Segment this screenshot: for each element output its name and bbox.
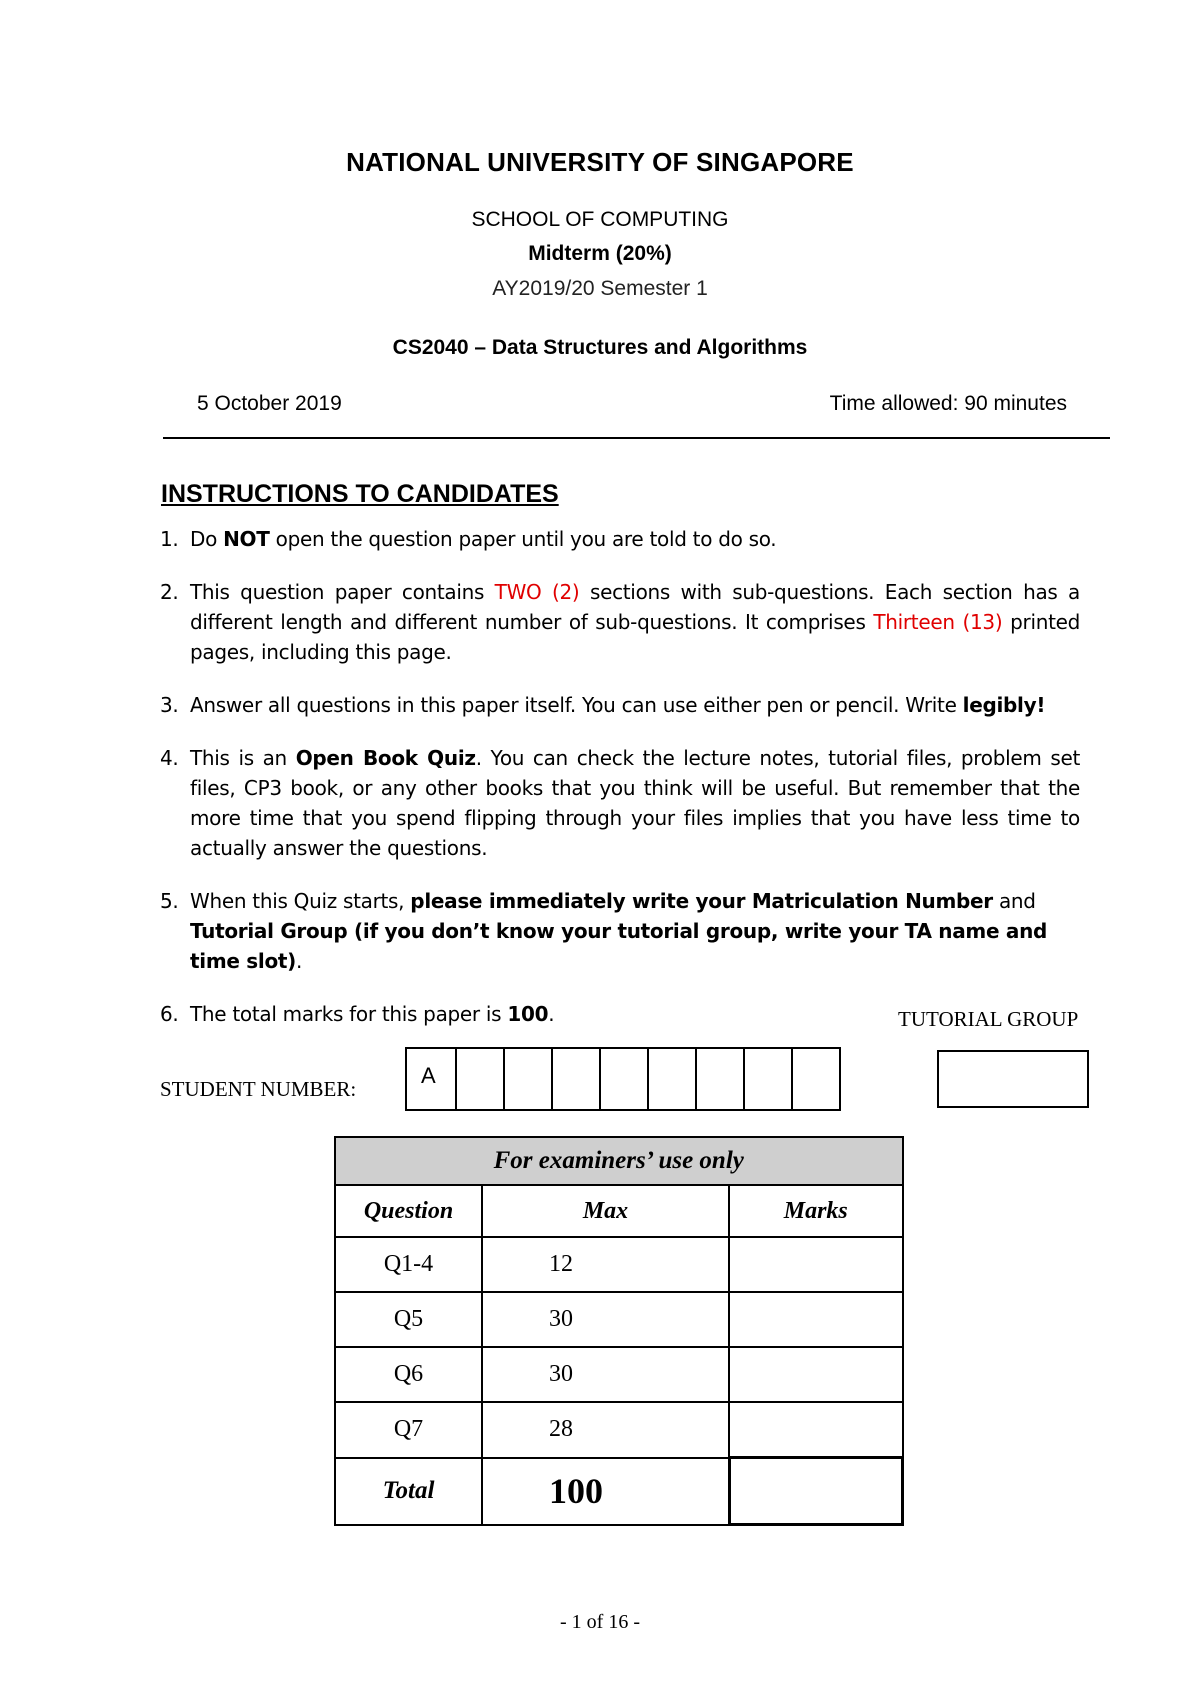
student-number-digit-box[interactable]: [551, 1049, 599, 1109]
question-cell: Q6: [335, 1347, 482, 1402]
total-label: Total: [335, 1458, 482, 1525]
question-cell: Q5: [335, 1292, 482, 1347]
instruction-text: .: [548, 1002, 555, 1026]
instruction-item: [160, 524, 1080, 554]
column-header-marks: Marks: [729, 1185, 903, 1237]
instruction-text: open the question paper until you are told to do so.: [269, 527, 777, 551]
marks-cell[interactable]: [729, 1402, 903, 1458]
instruction-item: [160, 886, 1080, 976]
page-number: - 1 of 16 -: [560, 1611, 640, 1633]
exam-date: 5 October 2019: [197, 392, 342, 415]
column-header-question: Question: [335, 1185, 482, 1237]
examiner-table: [334, 1136, 904, 1526]
instruction-text: printed pages, including this page.: [190, 610, 1081, 664]
item-number: 1.: [160, 527, 179, 551]
instructions-title: INSTRUCTIONS TO CANDIDATES: [161, 480, 559, 508]
school-name: SCHOOL OF COMPUTING: [471, 208, 729, 231]
question-cell: Q7: [335, 1402, 482, 1458]
item-number: 2.: [160, 580, 179, 604]
instruction-bold: 100: [507, 1002, 549, 1026]
item-number: 5.: [160, 889, 179, 913]
student-number-label: STUDENT NUMBER:: [160, 1077, 357, 1101]
instruction-text: sections with sub-questions. Each section has a different length and different number of sub-questions. It comprises: [190, 580, 1080, 634]
student-number-digit-box[interactable]: [647, 1049, 695, 1109]
university-title: NATIONAL UNIVERSITY OF SINGAPORE: [346, 147, 854, 177]
instruction-bold: legibly!: [962, 693, 1046, 717]
instruction-text: This is an: [190, 746, 296, 770]
student-number-digit-box[interactable]: [791, 1049, 839, 1109]
student-number-digit-box[interactable]: [743, 1049, 791, 1109]
column-header-max: Max: [482, 1185, 729, 1237]
max-cell: 12: [482, 1237, 729, 1292]
marks-cell[interactable]: [729, 1347, 903, 1402]
marks-cell[interactable]: [729, 1292, 903, 1347]
marks-cell[interactable]: [729, 1237, 903, 1292]
question-cell: Q1-4: [335, 1237, 482, 1292]
examiner-caption: For examiners’ use only: [335, 1137, 903, 1185]
item-number: 6.: [160, 1002, 179, 1026]
table-row: [335, 1237, 903, 1292]
tutorial-group-box[interactable]: [937, 1050, 1089, 1108]
instruction-text: . You can check the lecture notes, tutorial files, problem set files, CP3 book, or any other books that you think will be useful. But remember that the more time that you spend flipping through your files implies that you have less time to actually answer the questions.: [190, 746, 1081, 860]
instruction-text: When this Quiz starts,: [190, 889, 411, 913]
student-number-digit-box[interactable]: [503, 1049, 551, 1109]
instruction-highlight: Thirteen (13): [873, 610, 1003, 634]
instructions-list: [160, 524, 1080, 1052]
table-row: [335, 1347, 903, 1402]
item-number: 4.: [160, 746, 179, 770]
student-number-grid: [405, 1047, 841, 1111]
table-row: [335, 1292, 903, 1347]
instruction-text: Answer all questions in this paper itself. You can use either pen or pencil. Write: [190, 693, 963, 717]
max-cell: 30: [482, 1347, 729, 1402]
instruction-item: [160, 690, 1080, 720]
student-number-digit-box[interactable]: [695, 1049, 743, 1109]
instruction-item: [160, 577, 1080, 667]
max-cell: 30: [482, 1292, 729, 1347]
student-number-digit-box[interactable]: [599, 1049, 647, 1109]
instruction-text: and: [992, 889, 1036, 913]
student-number-digit-box[interactable]: [455, 1049, 503, 1109]
instruction-text: The total marks for this paper is: [190, 1002, 508, 1026]
instruction-bold: NOT: [223, 527, 270, 551]
max-cell: 28: [482, 1402, 729, 1458]
instruction-highlight: TWO (2): [494, 580, 580, 604]
tutorial-group-label: TUTORIAL GROUP: [898, 1007, 1079, 1031]
item-number: 3.: [160, 693, 179, 717]
table-row: [335, 1402, 903, 1458]
exam-type: Midterm (20%): [528, 242, 672, 265]
total-marks-cell[interactable]: [729, 1458, 903, 1525]
instruction-bold: Tutorial Group (if you don’t know your tutorial group, write your TA name and time slot): [190, 919, 1048, 973]
instruction-item: [160, 743, 1080, 863]
total-row: [335, 1458, 903, 1525]
instruction-text: This question paper contains: [190, 580, 495, 604]
semester: AY2019/20 Semester 1: [492, 277, 708, 300]
instruction-text: .: [296, 949, 303, 973]
instruction-text: Do: [190, 527, 224, 551]
instruction-bold: Open Book Quiz: [295, 746, 476, 770]
student-number-prefix: A: [421, 1063, 436, 1088]
course-title: CS2040 – Data Structures and Algorithms: [392, 336, 808, 359]
instruction-bold: please immediately write your Matriculation Number: [410, 889, 993, 913]
header-divider: [163, 437, 1110, 439]
total-max: 100: [482, 1458, 729, 1525]
time-allowed: Time allowed: 90 minutes: [829, 392, 1067, 415]
